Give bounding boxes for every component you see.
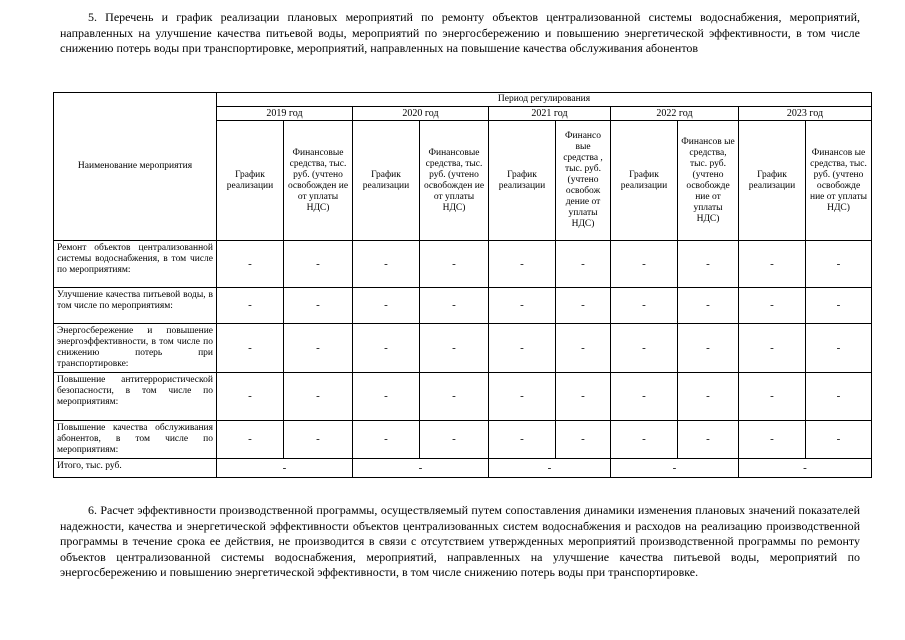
table-row xyxy=(54,421,872,459)
section-6-paragraph: 6. Расчет эффективности производственной программы, осуществляемый путем сопоставления динамики изменения плановых значений показателей надежности, качества и энергетической эффективности объектов централизованных систем водоснабжения и расходов на реализацию производственной программы в течение срока ее действия, не производится в связи с отсутствием утвержденных мероприятий производственной программы по ремонту объектов централизованной системы водоснабжения, мероприятий, направленных на улучшение качества питьевой воды, мероприятий по энергосбережению и повышению энергетической эффективности, в том числе снижению потерь воды при транспортировке. xyxy=(60,503,860,579)
header-schedule-2021: График реализации xyxy=(489,121,556,241)
total-label: Итого, тыс. руб. xyxy=(54,459,217,478)
cell: - xyxy=(806,373,872,421)
cell: - xyxy=(556,373,611,421)
cell: - xyxy=(489,288,556,324)
cell: - xyxy=(489,241,556,288)
cell: - xyxy=(611,421,678,459)
header-activity-name: Наименование мероприятия xyxy=(54,93,217,241)
total-2021: - xyxy=(489,459,611,478)
cell: - xyxy=(420,373,489,421)
header-year-2023: 2023 год xyxy=(739,107,872,121)
header-year-2022: 2022 год xyxy=(611,107,739,121)
table-total-row xyxy=(54,459,872,478)
cell: - xyxy=(353,241,420,288)
cell: - xyxy=(353,288,420,324)
table-row xyxy=(54,324,872,373)
table-row xyxy=(54,288,872,324)
cell: - xyxy=(217,241,284,288)
header-year-2021: 2021 год xyxy=(489,107,611,121)
header-schedule-2020: График реализации xyxy=(353,121,420,241)
cell: - xyxy=(611,324,678,373)
cell: - xyxy=(420,421,489,459)
header-year-2020: 2020 год xyxy=(353,107,489,121)
header-finance-2021: Финансо вые средства , тыс. руб. (учтено освобож дение от уплаты НДС) xyxy=(556,121,611,241)
cell: - xyxy=(611,241,678,288)
cell: - xyxy=(556,421,611,459)
table-row xyxy=(54,373,872,421)
cell: - xyxy=(678,241,739,288)
header-finance-2023: Финансов ые средства, тыс. руб. (учтено освобожде ние от уплаты НДС) xyxy=(806,121,872,241)
cell: - xyxy=(284,373,353,421)
cell: - xyxy=(284,324,353,373)
cell: - xyxy=(284,241,353,288)
cell: - xyxy=(806,324,872,373)
cell: - xyxy=(489,373,556,421)
cell: - xyxy=(678,324,739,373)
cell: - xyxy=(739,421,806,459)
cell: - xyxy=(353,324,420,373)
cell: - xyxy=(489,324,556,373)
header-schedule-2019: График реализации xyxy=(217,121,284,241)
table-row xyxy=(54,241,872,288)
cell: - xyxy=(678,421,739,459)
cell: - xyxy=(739,288,806,324)
cell: - xyxy=(420,241,489,288)
cell: - xyxy=(217,421,284,459)
cell: - xyxy=(420,324,489,373)
cell: - xyxy=(611,288,678,324)
cell: - xyxy=(678,373,739,421)
cell: - xyxy=(217,288,284,324)
row-name: Улучшение качества питьевой воды, в том числе по мероприятиям: xyxy=(54,288,217,324)
cell: - xyxy=(556,241,611,288)
cell: - xyxy=(217,324,284,373)
row-name: Повышение антитеррористической безопасности, в том числе по мероприятиям: xyxy=(54,373,217,421)
total-2019: - xyxy=(217,459,353,478)
schedule-table xyxy=(53,92,872,478)
cell: - xyxy=(353,373,420,421)
cell: - xyxy=(353,421,420,459)
cell: - xyxy=(806,241,872,288)
cell: - xyxy=(420,288,489,324)
cell: - xyxy=(489,421,556,459)
row-name: Повышение качества обслуживания абонентов, в том числе по мероприятиям: xyxy=(54,421,217,459)
total-2023: - xyxy=(739,459,872,478)
header-period: Период регулирования xyxy=(217,93,872,107)
cell: - xyxy=(806,421,872,459)
cell: - xyxy=(556,324,611,373)
header-schedule-2022: График реализации xyxy=(611,121,678,241)
cell: - xyxy=(806,288,872,324)
cell: - xyxy=(739,373,806,421)
cell: - xyxy=(217,373,284,421)
header-finance-2020: Финансовые средства, тыс. руб. (учтено освобожден ие от уплаты НДС) xyxy=(420,121,489,241)
cell: - xyxy=(284,421,353,459)
cell: - xyxy=(739,324,806,373)
row-name: Энергосбережение и повышение энергоэффективности, в том числе по снижению потерь при транспортировке: xyxy=(54,324,217,373)
header-schedule-2023: График реализации xyxy=(739,121,806,241)
section-5-paragraph: 5. Перечень и график реализации плановых мероприятий по ремонту объектов централизованной системы водоснабжения, мероприятий, направленных на улучшение качества питьевой воды, мероприятий по энергосбережению и повышению энергетической эффективности, в том числе снижению потерь воды при транспортировке, мероприятий, направленных на повышение качества обслуживания абонентов xyxy=(60,10,860,55)
cell: - xyxy=(556,288,611,324)
cell: - xyxy=(284,288,353,324)
total-2022: - xyxy=(611,459,739,478)
cell: - xyxy=(678,288,739,324)
total-2020: - xyxy=(353,459,489,478)
row-name: Ремонт объектов централизованной системы водоснабжения, в том числе по мероприятиям: xyxy=(54,241,217,288)
header-year-2019: 2019 год xyxy=(217,107,353,121)
header-finance-2022: Финансов ые средства, тыс. руб. (учтено освобожде ние от уплаты НДС) xyxy=(678,121,739,241)
cell: - xyxy=(739,241,806,288)
header-finance-2019: Финансовые средства, тыс. руб. (учтено освобожден ие от уплаты НДС) xyxy=(284,121,353,241)
cell: - xyxy=(611,373,678,421)
